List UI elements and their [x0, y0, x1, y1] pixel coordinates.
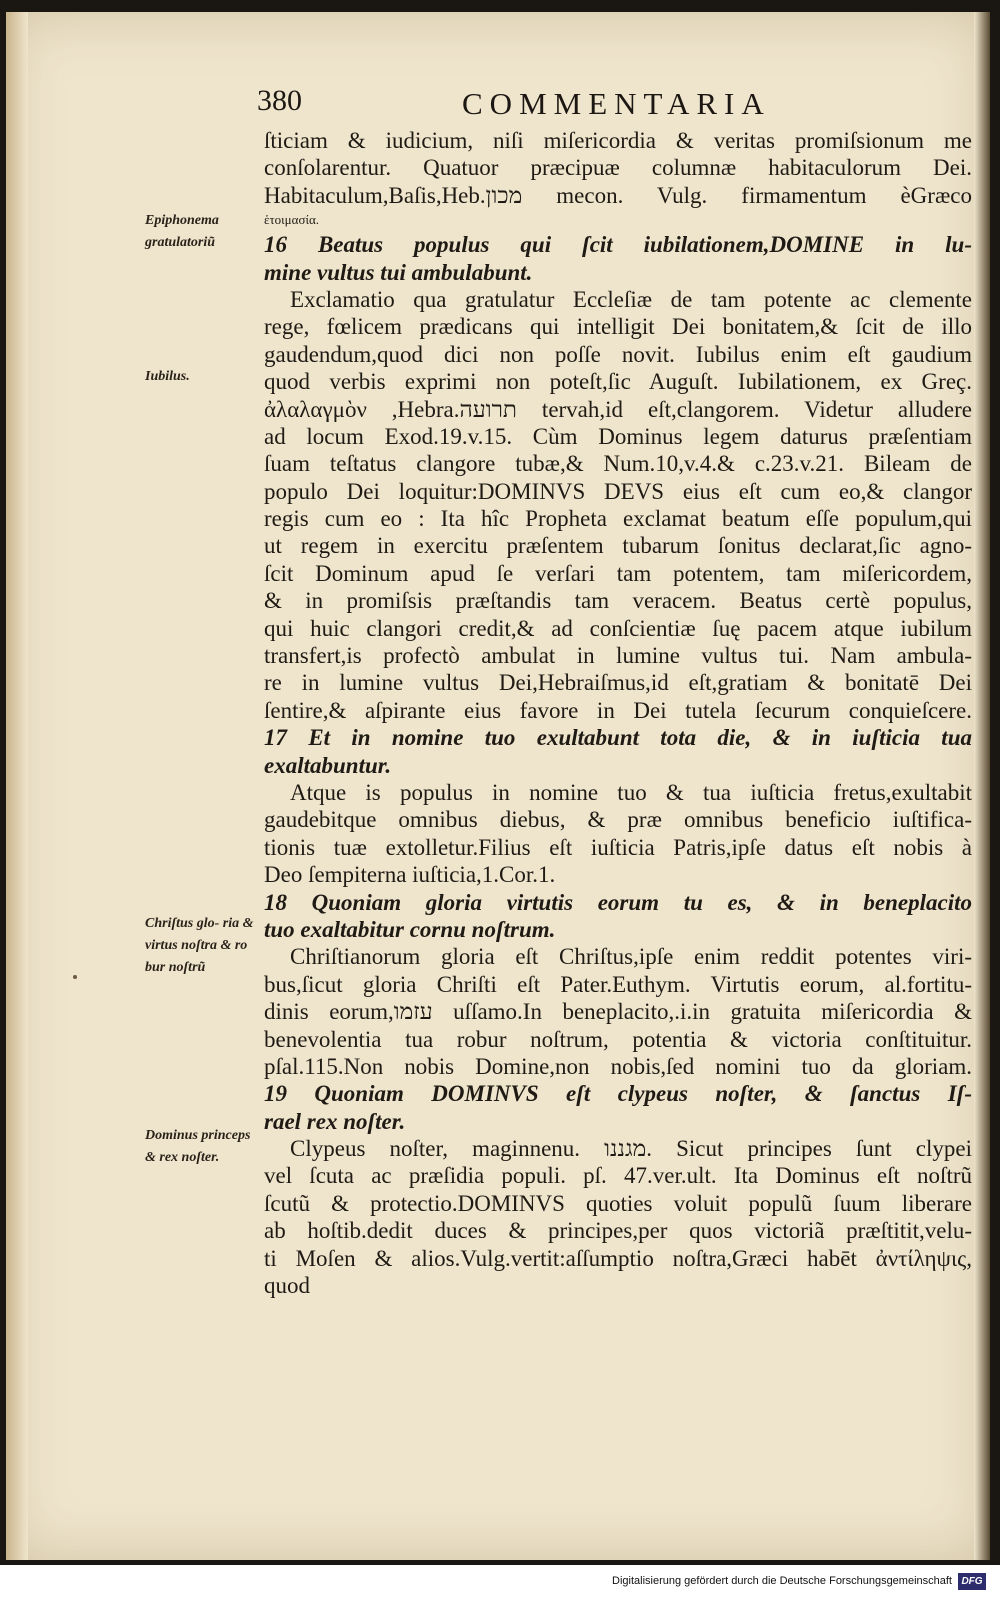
text-line: tionis tuæ extolletur.Filius eſt iuſticia Patris,ipſe datus eſt nobis à — [264, 834, 972, 860]
text-line: regis cum eo : Ita hîc Propheta exclamat beatum eſſe populum,qui — [264, 506, 972, 532]
text-line: ſentire,& aſpirante eius favore in Dei tutela ſecurum conquieſcere. — [264, 697, 972, 723]
text-line: populo Dei loquitur:DOMINVS DEVS eius eſt cum eo,& clangor — [264, 478, 972, 504]
text-line: rege, fœlicem prædicans qui intelligit Dei bonitatem,& ſcit de illo — [264, 314, 972, 340]
text-line: Chriſtianorum gloria eſt Chriſtus,ipſe enim reddit potentes viri- — [290, 944, 972, 970]
page-spine-shadow — [6, 12, 28, 1560]
text-line: conſolarentur. Quatuor præcipuæ columnæ habitaculorum Dei. — [264, 155, 972, 181]
text-line: dinis eorum,עזמו uſſamo.In beneplacito,.i.in gratuita miſericordia & — [264, 999, 972, 1025]
text-line: ſcit Dominum apud ſe verſari tam potentem, tam miſericordem, — [264, 560, 972, 586]
text-line: quod verbis exprimi non poteſt,ſic Auguſt. Iubilationem, ex Greç. — [264, 369, 972, 395]
text-line: Clypeus noſter, maginnenu. מגננו. Sicut principes ſunt clypei — [290, 1136, 972, 1162]
text-line: gaudebitque omnibus diebus, & præ omnibus beneficio iuſtifica- — [264, 807, 972, 833]
funding-credit: Digitalisierung gefördert durch die Deutsche Forschungsgemeinschaft — [612, 1575, 952, 1587]
verse-line: 19 Quoniam DOMINVS eſt clypeus noſter, & ſanctus Iſ- — [264, 1081, 972, 1107]
page-header — [257, 80, 957, 126]
text-line: Habitaculum,Baſis,Heb.מכון mecon. Vulg. firmamentum èGræco — [264, 182, 972, 208]
dfg-logo-icon: DFG — [958, 1573, 986, 1590]
margin-note-iubilus: Iubilus. — [145, 369, 190, 384]
text-line: Exclamatio qua gratulatur Eccleſiæ de tam potente ac clemente — [290, 286, 972, 312]
text-line: bus,ſicut gloria Chriſti eſt Pater.Euthym. Virtutis eorum, al.fortitu- — [264, 971, 972, 997]
verse-line: rael rex noſter. — [264, 1108, 406, 1134]
text-line: gaudendum,quod dici non poſſe novit. Iubilus enim eſt gaudium — [264, 341, 972, 367]
verse-line: 18 Quoniam gloria virtutis eorum tu es, & in beneplacito — [264, 889, 972, 915]
text-line: pſal.115.Non nobis Domine,non nobis,ſed nomini tuo da gloriam. — [264, 1053, 972, 1079]
text-line: ἑτοιμασία. — [264, 212, 320, 228]
text-line: transfert,is profectò ambulat in lumine vultus tui. Nam ambula- — [264, 643, 972, 669]
text-line: vel ſcuta ac præſidia populi. pſ. 47.ver.ult. Ita Dominus eſt noſtrũ — [264, 1163, 972, 1189]
margin-note-christus: Chriſtus glo- ria & virtus noſtra & ro bur noſtrũ — [145, 916, 254, 975]
text-line: & in promiſsis præſtandis tam veracem. Beatus certè populus, — [264, 588, 972, 614]
running-title: COMMENTARIA — [462, 86, 771, 121]
text-line: Deo ſempiterna iuſticia,1.Cor.1. — [264, 862, 556, 888]
text-line: ſcutũ & protectio.DOMINVS quoties voluit populũ ſuum liberare — [264, 1190, 972, 1216]
margin-note-epiphonema: Epiphonema gratulatoriũ — [145, 213, 219, 250]
text-line: ſuam teſtatus clangore tubæ,& Num.10,v.4.& c.23.v.21. Bileam de — [264, 451, 972, 477]
page-edge-shadow — [974, 12, 990, 1560]
catchword: quod — [264, 1273, 310, 1299]
text-line: ἀλαλαγμὸν ,Hebra.תרועה tervah,id eſt,clangorem. Videtur alludere — [264, 396, 972, 422]
verse-line: tuo exaltabitur cornu noſtrum. — [264, 916, 556, 942]
text-line: ſticiam & iudicium, niſi miſericordia & veritas promiſsionum me — [264, 128, 972, 153]
text-line: Atque is populus in nomine tuo & tua iuſticia fretus,exultabit — [290, 779, 972, 805]
text-line: re in lumine vultus Dei,Hebraiſmus,id eſt,gratiam & bonitatē Dei — [264, 670, 972, 696]
verse-line: mine vultus tui ambulabunt. — [264, 259, 533, 285]
text-line: ti Moſen & alios.Vulg.vertit:aſſumptio noſtra,Græci habēt ἀντίληψις, — [264, 1245, 972, 1271]
verse-line: 16 Beatus populus qui ſcit iubilationem,DOMINE in lu- — [264, 232, 972, 258]
text-line: qui huic clangori credit,& ad conſcientiæ ſuę pacem atque iubilum — [264, 615, 972, 641]
body-text — [264, 127, 972, 1299]
footer-bar — [0, 1565, 1000, 1601]
ink-spot — [73, 975, 77, 979]
text-line: ab hoſtib.dedit duces & principes,per quos victoriã præſtitit,velu- — [264, 1218, 972, 1244]
text-line: ad locum Exod.19.v.15. Cùm Dominus legem daturus præſentiam — [264, 423, 972, 449]
text-line: benevolentia tua robur noſtrum, potentia & victoria conſtituitur. — [264, 1026, 972, 1052]
text-line: ut regem in exercitu præſentem tubarum ſonitus declarat,ſic agno- — [264, 533, 972, 559]
page-number: 380 — [257, 84, 302, 117]
verse-line: exaltabuntur. — [264, 752, 392, 778]
margin-note-dominus: Dominus princeps & rex noſter. — [145, 1128, 251, 1165]
verse-line: 17 Et in nomine tuo exultabunt tota die, & in iuſticia tua — [264, 725, 972, 751]
